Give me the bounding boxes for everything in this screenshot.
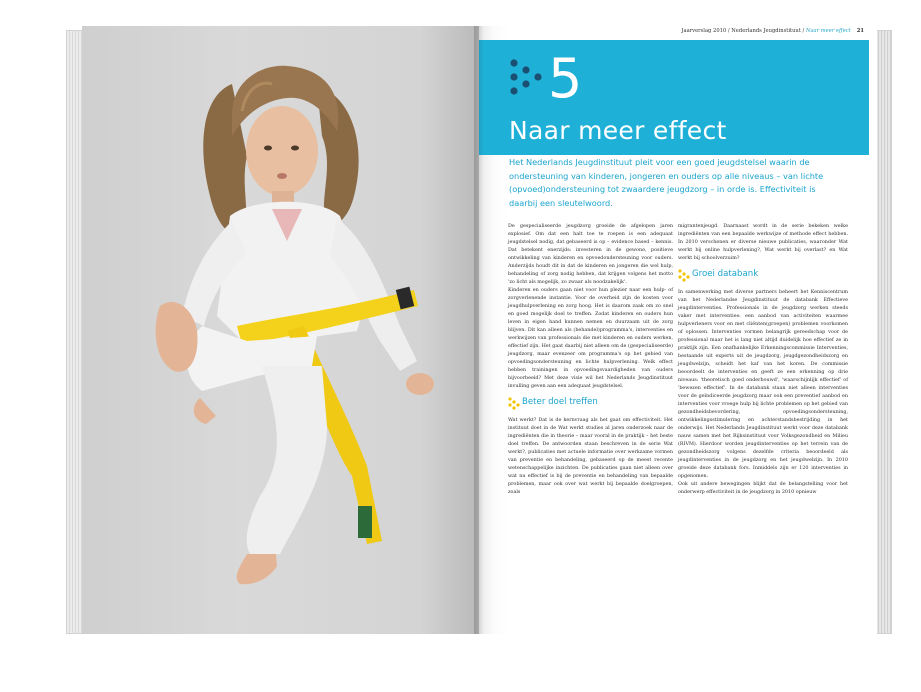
body-paragraph: Ook uit andere bewegingen blijkt dat de belangstelling voor het onderwerp effectiviteit in de jeugdzorg in 2010 opnieuw <box>678 481 848 496</box>
chapter-dots-icon <box>509 58 543 108</box>
running-head <box>659 28 864 34</box>
subheading-text: Groei databank <box>692 269 759 280</box>
body-paragraph: Kinderen en ouders gaan niet voor hun plezier naar een hulp- of zorgverlenende instantie. Voor de overheid zijn de kosten voor jeugdhulpverlening en zorg hoog. Het is daarom zaak om zo snel en goed mogelijk doel te treffen. Zodat kinderen en ouders hun leven in eigen hand kunnen nemen en duurzaam uit de zorg blijven. Dit kan alleen als (behandel)programma's, interventies en werkwijzen van professionals die met kinderen en ouders werken, effectief zijn. Het gaat daarbij niet alleen om de (gespecialiseerde) jeugdzorg, maar evenzeer om programma's op het gebied van opvoedingsondersteuning en lichte hulpverlening. Welk effect hebben trainingen in opvoedingsvaardigheden van ouders bijvoorbeeld? Met deze visie wil het Nederlands Jeugdinstituut invulling geven aan een adequaat jeugdstelsel. <box>508 287 673 390</box>
karate-girl-illustration <box>82 26 479 634</box>
subhead-bullet-icon <box>508 397 520 411</box>
chapter-number: 5 <box>548 47 583 110</box>
subheading <box>508 396 673 414</box>
chapter-banner <box>479 40 869 155</box>
body-column-right <box>678 222 848 496</box>
running-head-section: Naar meer effect <box>805 28 851 34</box>
spine-shadow <box>474 26 484 634</box>
body-column-left <box>508 222 673 496</box>
body-paragraph: De gespecialiseerde jeugdzorg groeide de afgelopen jaren explosief. Om dat een halt toe te roepen is een adequaat jeugdstelsel nodig, dat gebaseerd is op – evidence based – kennis. Dat betekent enerzijds: investeren in de gewone, positieve ontwikkeling van kinderen en opvoedondersteuning voor ouders. Anderzijds houdt dit in dat de kinderen en jongeren die wel hulp, behandeling of zorg nodig hebben, dat krijgen volgens het motto 'zo licht als mogelijk, zo zwaar als noodzakelijk'. <box>508 223 673 286</box>
page-number: 21 <box>856 28 864 34</box>
left-page-photo <box>82 26 479 634</box>
body-paragraph: Wat werkt? Dat is de kernvraag als het gaat om effectiviteit. Het instituut doet in de Wat werkt studies al jaren onderzoek naar de ingrediënten die in theorie – maar vooral in de praktijk – het beste doel treffen. De antwoorden staan beschreven in de serie Wat werkt?, publicaties met actuele informatie over werkzame vormen van preventie en behandeling, gebaseerd op de meest recente wetenschappelijke inzichten. De publicaties gaan niet alleen over wat nu effectief is bij de preventie en behandeling van bepaalde problemen, maar ook over wat werkt bij bepaalde doelgroepen, zoals <box>508 417 673 496</box>
body-paragraph: migrantenjeugd. Daarnaast wordt in de serie bekeken welke ingrediënten van een bepaalde werkwijze of methode effect hebben. In 2010 verschenen er diverse nieuwe publicaties, waaronder Wat werkt bij online hulpverlening?, Wat werkt bij overlast? en Wat werkt bij schoolverzuim? <box>678 223 848 262</box>
body-paragraph: In samenwerking met diverse partners beheert het Kenniscentrum van het Nederlandse Jeugdinstituut de databank Effectieve jeugdinterventies. Professionals in de jeugdzorg werken steeds vaker met interventies: een aanbod van activiteiten waarmee hulpverleners voor en met cliënten(groepen) problemen voorkomen of oplossen. Interventies vormen belangrijk gereedschap voor de professional maar het is lang niet altijd duidelijk hoe effectief ze in praktijk zijn. Een onafhankelijke Erkenningscommissie Interventies, bestaande uit experts uit de jeugdzorg, jeugdgezondheidszorg en jeugdwelzijn, scheidt het kaf van het koren. De commissie beoordeelt de interventies en geeft ze een erkenning op drie niveaus: 'theoretisch goed onderbouwd', 'waarschijnlijk effectief' of 'bewezen effectief'. In de databank staan niet alleen interventies voor de geïndiceerde jeugdzorg maar ook een preventief aanbod en interventies voor vroege hulp bij lichte problemen op het gebied van gezondheidsbevordering, opvoedingsondersteuning, ontwikkelingsstimulering en achterstandsbestrijding in het onderwijs. Het Nederlands Jeugdinstituut werkt voor deze databank nauw samen met het Rijksinstituut voor Volksgezondheid en Milieu (RIVM). Hierdoor worden jeugdinterventies op het terrein van de gezondheidszorg volgens dezelfde criteria beoordeeld als jeugdinterventies in de jeugdzorg en het jeugdwelzijn. In 2010 groeide deze databank fors. Inmiddels zijn er 120 interventies in opgenomen. <box>678 289 848 480</box>
right-page <box>479 26 877 634</box>
chapter-title: Naar meer effect <box>509 116 727 145</box>
running-head-prefix: Jaarverslag 2010 / Nederlands Jeugdinstituut / <box>681 28 806 34</box>
subheading <box>678 268 848 286</box>
subheading-text: Beter doel treffen <box>522 397 598 408</box>
intro-paragraph: Het Nederlands Jeugdinstituut pleit voor een goed jeugdstelsel waarin de ondersteuning van kinderen, jongeren en ouders op alle niveaus – van lichte (opvoed)ondersteuning tot zwaardere jeugdzorg – in orde is. Effectiviteit is daarbij een sleutelwoord. <box>509 157 824 209</box>
subhead-bullet-icon <box>678 269 690 283</box>
